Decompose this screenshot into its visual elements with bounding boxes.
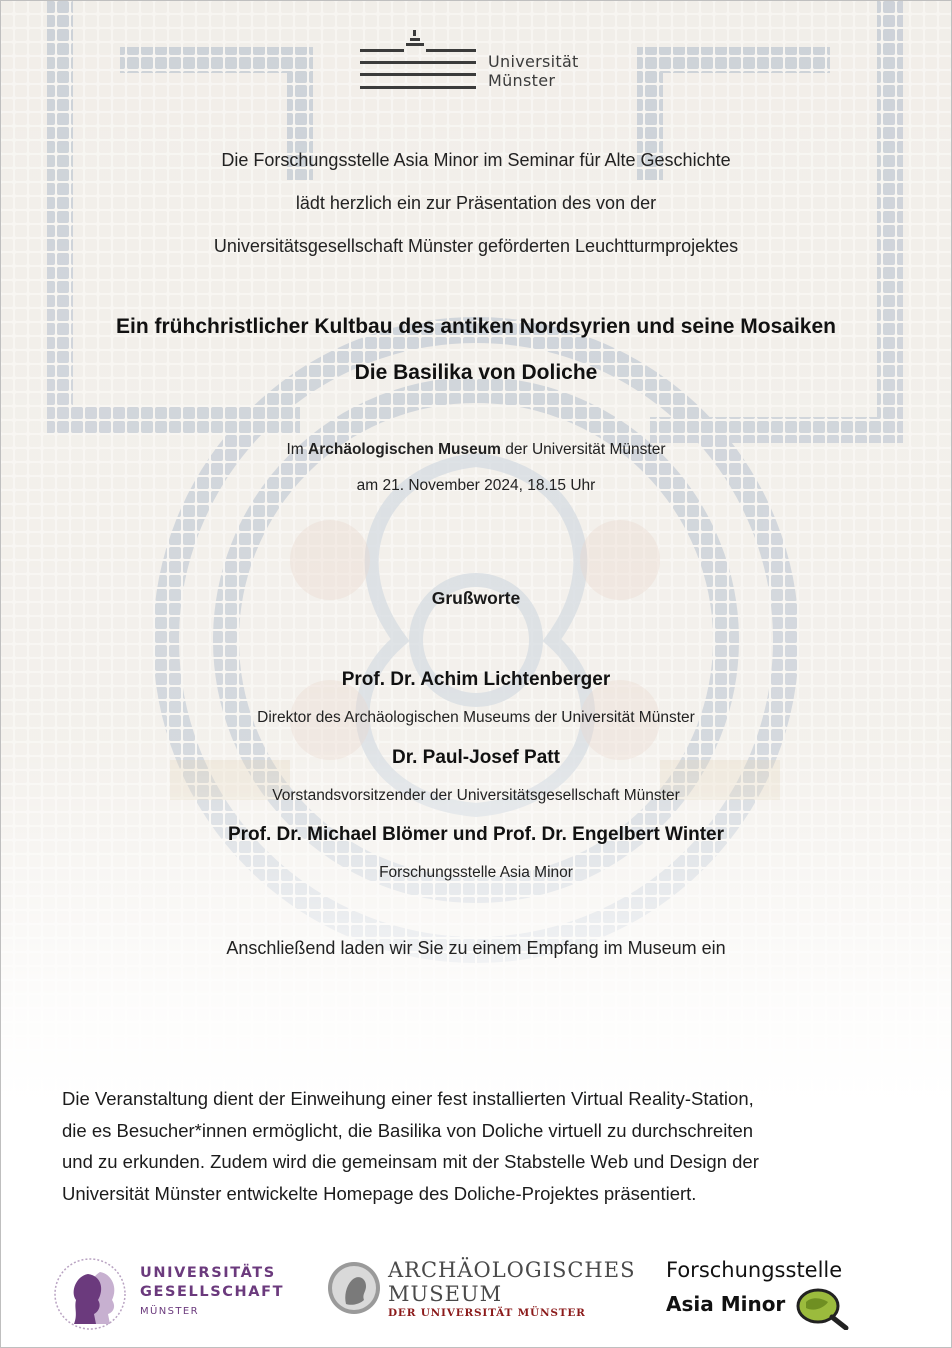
museum-line3: DER UNIVERSITÄT MÜNSTER: [388, 1307, 586, 1319]
description-line: die es Besucher*innen ermöglicht, die Basilika von Doliche virtuell zu durchschreiten: [62, 1119, 754, 1141]
university-name-line2: Münster: [488, 71, 556, 90]
profile-silhouettes-icon: [52, 1256, 132, 1332]
ug-line2: GESELLSCHAFT: [140, 1284, 285, 1300]
university-name-line1: Universität: [488, 52, 579, 71]
museum-line1: ARCHÄOLOGISCHES: [388, 1258, 636, 1282]
greetings-heading: Grußworte: [431, 588, 521, 608]
speaker-role: Forschungsstelle Asia Minor: [379, 864, 573, 881]
university-emblem-icon: [360, 28, 480, 92]
venue-suffix: der Universität Münster: [500, 441, 666, 458]
event-date: am 21. November 2024, 18.15 Uhr: [356, 477, 596, 494]
venue-line: [0, 441, 952, 459]
asia-minor-logo: [664, 1258, 864, 1332]
event-description: [62, 1083, 902, 1209]
venue-prefix: Im: [286, 441, 309, 458]
coin-portrait-icon: [326, 1260, 382, 1316]
ug-line1: UNIVERSITÄTS: [140, 1265, 276, 1281]
speaker-name: Dr. Paul-Josef Patt: [392, 747, 560, 768]
venue-museum: Archäologischen Museum: [308, 441, 501, 458]
description-line: Die Veranstaltung dient der Einweihung einer fest installierten Virtual Reality-Station,: [62, 1088, 754, 1109]
speaker-name: Prof. Dr. Achim Lichtenberger: [341, 669, 611, 690]
intro-line-3: Universitätsgesellschaft Münster geförderten Leuchtturmprojektes: [213, 236, 739, 256]
intro-line-1: Die Forschungsstelle Asia Minor im Seminar für Alte Geschichte: [221, 150, 731, 170]
event-subtitle: Die Basilika von Doliche: [354, 361, 598, 384]
ug-line3: MÜNSTER: [140, 1306, 199, 1317]
university-name: [488, 52, 579, 90]
description-line: und zu erkunden. Zudem wird die gemeinsam mit der Stabstelle Web und Design der: [62, 1151, 759, 1172]
speaker-name: Prof. Dr. Michael Blömer und Prof. Dr. Engelbert Winter: [227, 824, 724, 845]
magnifier-map-icon: [794, 1286, 850, 1330]
museum-line2: MUSEUM: [388, 1282, 503, 1306]
speaker-role: Direktor des Archäologischen Museums der Universität Münster: [257, 709, 695, 726]
reception-note: Anschließend laden wir Sie zu einem Empfang im Museum ein: [226, 938, 726, 958]
speaker-role: Vorstandsvorsitzender der Universitätsgesellschaft Münster: [272, 787, 680, 804]
description-line: Universität Münster entwickelte Homepage des Doliche-Projektes präsentiert.: [62, 1182, 697, 1204]
universitaetsgesellschaft-logo: [52, 1256, 285, 1332]
archaeological-museum-logo: [322, 1256, 642, 1326]
event-title: Ein frühchristlicher Kultbau des antiken Nordsyrien und seine Mosaiken: [116, 315, 836, 338]
intro-line-2: lädt herzlich ein zur Präsentation des von der: [295, 193, 657, 213]
asia-minor-line1: Forschungsstelle: [666, 1258, 843, 1282]
university-logo: [360, 28, 590, 92]
asia-minor-line2: Asia Minor: [666, 1292, 786, 1316]
